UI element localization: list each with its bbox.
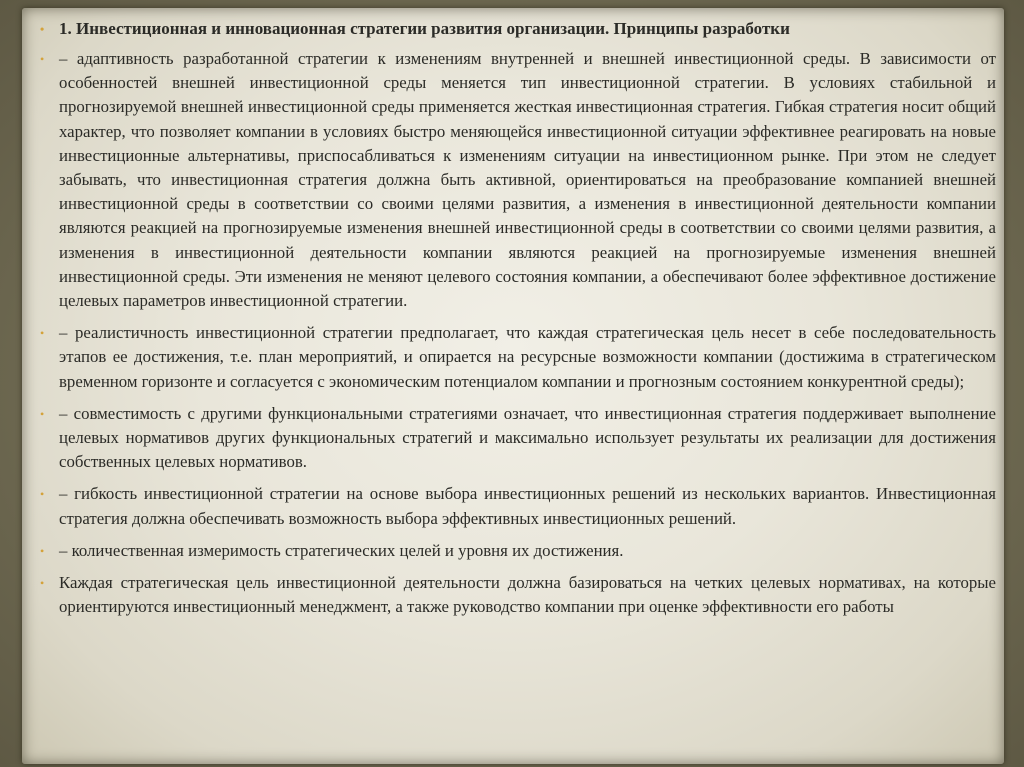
- paragraph-adaptivity: – адаптивность разработанной стратегии к изменениям внутренней и внешней инвестиционной среды. В зависимости от особенностей внешней инвестиционной среды меняется тип инвестиционной стратегии. В условиях стабильной и прогнозируемой внешней инвестиционной среды применяется жесткая инвестиционная стратегия. Гибкая стратегия носит общий характер, что позволяет компании в условиях быстро меняющейся инвестиционной ситуации эффективнее реагировать на новые инвестиционные альтернативы, приспосабливаться к изменениям ситуации на инвестиционном рынке. При этом не следует забывать, что инвестиционная стратегия должна быть активной, ориентироваться на преобразование компанией внешней инвестиционной среды в соответствии со своими целями развития, а изменения в инвестиционной деятельности компании являются реакцией на прогнозируемые изменения внешней инвестиционной среды в соответствии со своими целями развития, а изменения в инвестиционной деятельности компании являются реакцией на прогнозируемые изменения внешней инвестиционной среды. Эти изменения не меняют целевого состояния компании, а обеспечивают более эффективное достижение целевых параметров инвестиционной стратегии.: [59, 49, 996, 311]
- slide-content: [40, 17, 996, 619]
- slide-title-text: 1. Инвестиционная и инновационная стратегии развития организации. Принципы разработки: [59, 19, 790, 38]
- paragraph-targets: Каждая стратегическая цель инвестиционной деятельности должна базироваться на четких целевых нормативах, на которые ориентируются инвестиционный менеджмент, а также руководство компании при оценке эффективности его работы: [59, 573, 996, 617]
- bullet-icon: •: [40, 406, 45, 421]
- bullet-icon: •: [40, 326, 45, 341]
- list-item: [40, 571, 996, 619]
- bullet-icon: •: [40, 22, 45, 36]
- paragraph-compatibility: – совместимость с другими функциональными стратегиями означает, что инвестиционная стратегия поддерживает выполнение целевых нормативов других функциональных стратегий и максимально использует результаты их реализации для достижения собственных целевых нормативов.: [59, 403, 996, 472]
- list-item: [40, 47, 996, 313]
- paragraph-realism: – реалистичность инвестиционной стратегии предполагает, что каждая стратегическая цель несет в себе последовательность этапов ее достижения, т.е. план мероприятий, и опирается на ресурсные возможности компании (достижима в стратегическом временном горизонте и согласуется с экономическим потенциалом компании и прогнозным состоянием конкурентной среды);: [59, 323, 996, 391]
- list-item: [40, 402, 996, 475]
- list-item: [40, 321, 996, 394]
- list-item: [40, 482, 996, 530]
- bullet-icon: •: [40, 576, 45, 591]
- bullet-icon: •: [40, 52, 45, 66]
- list-item: [40, 539, 996, 563]
- paragraph-flexibility: – гибкость инвестиционной стратегии на основе выбора инвестиционных решений из нескольких вариантов. Инвестиционная стратегия должна обеспечивать возможность выбора эффективных инвестиционных решений.: [59, 484, 996, 528]
- bullet-icon: •: [40, 487, 45, 502]
- bullet-icon: •: [40, 543, 45, 558]
- paragraph-measurability: – количественная измеримость стратегических целей и уровня их достижения.: [59, 540, 624, 560]
- slide-title: [40, 17, 996, 41]
